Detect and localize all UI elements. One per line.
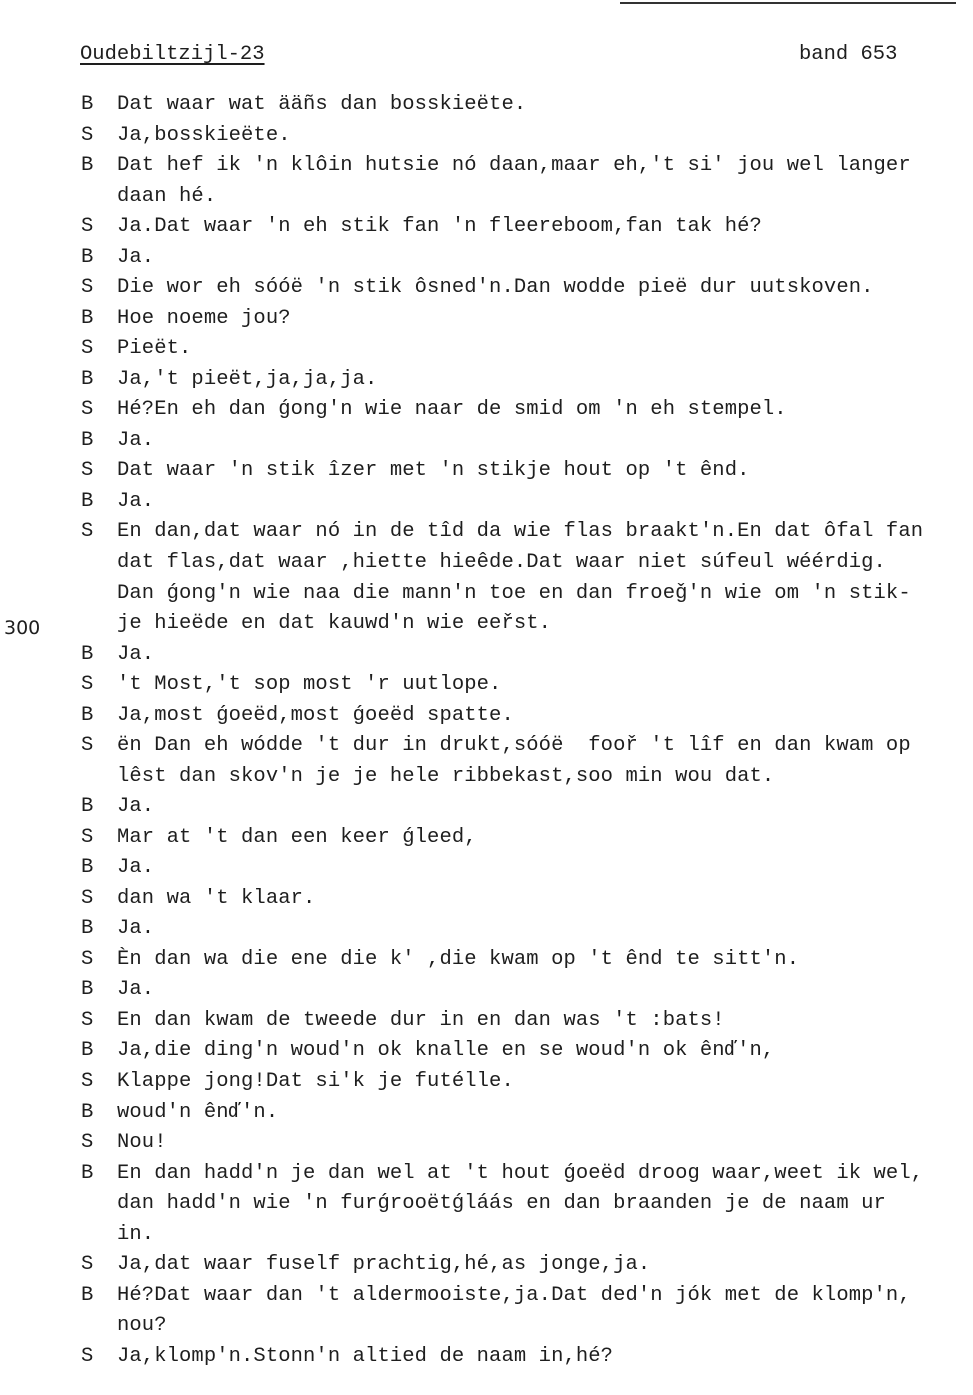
utterance-text: Dan ǵong'n wie naa die mann'n toe en dan froeǧ'n wie om 'n stik- — [117, 581, 911, 605]
speaker-label: B — [81, 1283, 94, 1307]
utterance-text: En dan hadd'n je dan wel at 't hout ǵoeëd droog waar,weet ik wel, — [117, 1161, 924, 1185]
transcript-line — [0, 1250, 973, 1281]
transcript-line — [0, 792, 973, 823]
speaker-label: B — [81, 93, 94, 116]
transcript — [0, 90, 973, 1372]
transcript-line — [0, 395, 973, 426]
speaker-label: B — [81, 489, 94, 513]
speaker-label: B — [81, 245, 94, 269]
speaker-label: B — [81, 978, 94, 1002]
utterance-text: Ja. — [117, 856, 155, 880]
utterance-text: nou? — [117, 1314, 167, 1338]
speaker-label: B — [81, 917, 94, 941]
transcript-line — [0, 762, 973, 793]
utterance-text: En dan kwam de tweede dur in en dan was 't :bats! — [117, 1008, 725, 1032]
transcript-line — [0, 273, 973, 304]
speaker-label: B — [81, 856, 94, 880]
transcript-line — [0, 1036, 973, 1067]
transcript-line — [0, 853, 973, 884]
speaker-label: S — [81, 947, 94, 971]
transcript-line — [0, 487, 973, 518]
utterance-text: Ja,die ding'n woud'n ok knalle en se woud'n ok ênď'n, — [117, 1039, 775, 1063]
page-title: Oudebiltzijl-23 — [80, 43, 265, 66]
transcript-line — [0, 945, 973, 976]
speaker-label: S — [81, 337, 94, 361]
transcript-line — [0, 1311, 973, 1342]
transcript-line — [0, 731, 973, 762]
utterance-text: Ja. — [117, 978, 155, 1002]
utterance-text: Ja,klomp'n.Stonn'n altied de naam in,hé? — [117, 1344, 614, 1368]
utterance-text: Dat waar 'n stik îzer met 'n stikje hout op 't ênd. — [117, 459, 750, 483]
speaker-label: S — [81, 520, 94, 544]
speaker-label: S — [81, 1070, 94, 1093]
speaker-label: B — [81, 795, 94, 819]
transcript-line — [0, 1220, 973, 1251]
speaker-label: S — [81, 734, 94, 758]
transcript-line — [0, 182, 973, 213]
utterance-text: En dan,dat waar nó in de tîd da wie flas braakt'n.En dat ôfal fan — [117, 520, 924, 544]
speaker-label: S — [81, 1131, 94, 1155]
transcript-line — [0, 426, 973, 457]
speaker-label: S — [81, 1008, 94, 1032]
transcript-line — [0, 517, 973, 548]
utterance-text: Hoe noeme jou? — [117, 306, 291, 330]
speaker-label: S — [81, 1253, 94, 1277]
utterance-text: Ja. — [117, 428, 155, 452]
utterance-text: Ja. — [117, 642, 155, 666]
transcript-line — [0, 884, 973, 915]
speaker-label: S — [81, 825, 94, 849]
transcript-line — [0, 1098, 973, 1129]
transcript-line — [0, 304, 973, 335]
utterance-text: Ja. — [117, 917, 155, 941]
transcript-line — [0, 1067, 973, 1098]
transcript-line — [0, 1189, 973, 1220]
utterance-text: Ja,dat waar fuself prachtig,hé,as jonge,ja. — [117, 1253, 651, 1277]
speaker-label: S — [81, 886, 94, 910]
utterance-text: Ja. — [117, 489, 155, 513]
transcript-line — [0, 1006, 973, 1037]
speaker-label: B — [81, 1039, 94, 1063]
speaker-label: S — [81, 459, 94, 483]
utterance-text: daan hé. — [117, 184, 217, 208]
speaker-label: B — [81, 428, 94, 452]
transcript-line — [0, 609, 973, 640]
transcript-line — [0, 1342, 973, 1373]
utterance-text: Pieët. — [117, 337, 192, 361]
transcript-line — [0, 334, 973, 365]
utterance-text: lêst dan skov'n je je hele ribbekast,soo min wou dat. — [117, 764, 775, 788]
utterance-text: Nou! — [117, 1131, 167, 1155]
transcript-line — [0, 243, 973, 274]
speaker-label: S — [81, 398, 94, 422]
speaker-label: B — [81, 367, 94, 391]
utterance-text: Ja. — [117, 245, 155, 269]
transcript-line — [0, 1159, 973, 1190]
transcript-line — [0, 90, 973, 121]
tape-number: band 653 — [799, 43, 898, 66]
transcript-line — [0, 548, 973, 579]
speaker-label: B — [81, 306, 94, 330]
utterance-text: dan wa 't klaar. — [117, 886, 316, 910]
transcript-line — [0, 1281, 973, 1312]
speaker-label: S — [81, 215, 94, 239]
speaker-label: S — [81, 1344, 94, 1368]
speaker-label: B — [81, 1100, 94, 1124]
utterance-text: dat flas,dat waar ,hiette hieêde.Dat waar niet súfeul wéérdig. — [117, 550, 886, 574]
utterance-text: Èn dan wa die ene die k' ,die kwam op 't ênd te sitt'n. — [117, 947, 800, 971]
transcript-line — [0, 975, 973, 1006]
utterance-text: Mar at 't dan een keer ǵleed, — [117, 825, 477, 849]
transcript-line — [0, 1128, 973, 1159]
utterance-text: woud'n ênď'n. — [117, 1100, 279, 1124]
speaker-label: B — [81, 1161, 94, 1185]
transcript-line — [0, 365, 973, 396]
utterance-text: 't Most,'t sop most 'r uutlope. — [117, 673, 502, 697]
utterance-text: Ja,'t pieët,ja,ja,ja. — [117, 367, 378, 391]
utterance-text: Ja,bosskieëte. — [117, 123, 291, 147]
utterance-text: Dat hef ik 'n klôin hutsie nó daan,maar eh,'t si' jou wel langer — [117, 154, 911, 178]
utterance-text: Hé?En eh dan ǵong'n wie naar de smid om 'n eh stempel. — [117, 398, 787, 422]
transcript-line — [0, 914, 973, 945]
utterance-text: Ja,most ǵoeëd,most ǵoeëd spatte. — [117, 703, 514, 727]
speaker-label: B — [81, 703, 94, 727]
transcript-line — [0, 823, 973, 854]
utterance-text: Ja. — [117, 795, 155, 819]
top-rule — [620, 2, 956, 4]
speaker-label: S — [81, 276, 94, 300]
transcript-line — [0, 121, 973, 152]
utterance-text: dan hadd'n wie 'n furǵrooëtǵláás en dan braanden je de naam ur — [117, 1192, 886, 1216]
transcript-line — [0, 579, 973, 610]
speaker-label: B — [81, 642, 94, 666]
transcript-line — [0, 212, 973, 243]
speaker-label: B — [81, 154, 94, 178]
speaker-label: S — [81, 673, 94, 697]
transcript-line — [0, 456, 973, 487]
transcript-line — [0, 670, 973, 701]
transcript-line — [0, 151, 973, 182]
utterance-text: je hieëde en dat kauwd'n wie eeřst. — [117, 612, 552, 636]
utterance-text: Klappe jong!Dat si'k je futélle. — [117, 1070, 514, 1093]
utterance-text: Ja.Dat waar 'n eh stik fan 'n fleereboom,fan tak hé? — [117, 215, 762, 239]
margin-counter: 300 — [4, 617, 41, 639]
speaker-label: S — [81, 123, 94, 147]
utterance-text: Hé?Dat waar dan 't aldermooiste,ja.Dat ded'n jók met de klomp'n, — [117, 1283, 911, 1307]
utterance-text: ën Dan eh wódde 't dur in drukt,sóóë fooř 't lîf en dan kwam op — [117, 734, 911, 758]
utterance-text: in. — [117, 1222, 155, 1246]
transcript-line — [0, 640, 973, 671]
utterance-text: Die wor eh sóóë 'n stik ôsned'n.Dan wodde pieë dur uutskoven. — [117, 276, 874, 300]
transcript-line — [0, 701, 973, 732]
utterance-text: Dat waar wat ääñs dan bosskieëte. — [117, 93, 527, 116]
